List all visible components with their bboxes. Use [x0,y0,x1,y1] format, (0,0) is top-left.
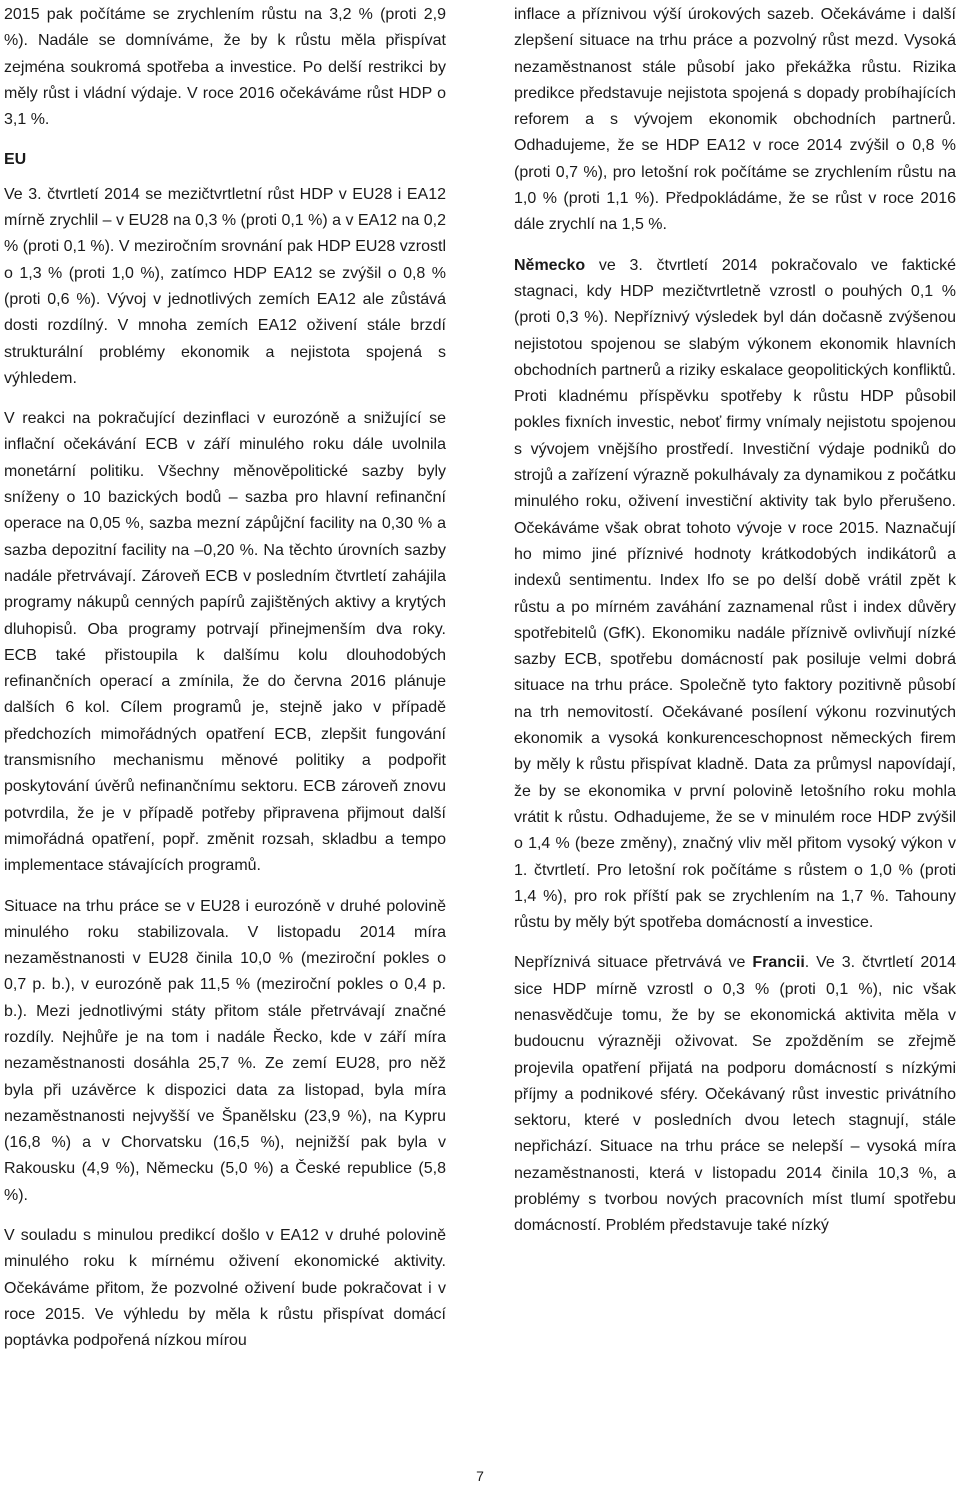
paragraph-germany [514,253,956,937]
paragraph-germany-text: ve 3. čtvrtletí 2014 pokračovalo ve faktické stagnaci, kdy HDP mezičtvrtletně vzrostl o pouhých 0,1 % (proti 0,3 %). Nepříznivý výsledek byl dán dočasně zvýšenou nejistotou spojenou se slabým výkonem ekonomik hlavních obchodních partnerů a riziky eskalace geopolitických konfliktů. Proti kladnému příspěvku spotřeby k růstu HDP působil pokles fixních investic, neboť firmy vnímaly nejistotu spojenou s vývojem vnějšího prostředí. Investiční výdaje podniků do strojů a zařízení výrazně pokulhávaly za dynamikou z počátku minulého roku, oživení investiční aktivity tak bylo přerušeno. Očekáváme však obrat tohoto vývoje v roce 2015. Naznačují ho mimo jiné příznivé hodnoty krátkodobých indikátorů a indexů sentimentu. Index Ifo se po delší době vrátil zpět k růstu a po mírném zaváhání zaznamenal růst i index důvěry spotřebitelů (GfK). Ekonomiku nadále příznivě ovlivňují nízké sazby ECB, spotřebu domácností pak posiluje velmi dobrá situace na trhu práce. Společně tyto faktory pozitivně působí na trh nemovitostí. Očekávané posílení výkonu rozvinutých ekonomik a vysoká konkurenceschopnost německých firem by měly k růstu přispívat kladně. Data za průmysl napovídají, že by se ekonomika v první polovině letošního roku mohla vrátit k růstu. Odhadujeme, že se v minulém roce HDP zvýšil o 1,4 % (beze změny), značný vliv měl přitom vysoký výkon v 1. čtvrtletí. Pro letošní rok počítáme s růstem o 1,0 % (proti 1,4 %), pro rok příští pak se zrychlením na 1,7 %. Tahouny růstu by měly být spotřeba domácností a investice. [514,256,956,932]
paragraph-ea12-outlook: V souladu s minulou predikcí došlo v EA12 v druhé polovině minulého roku k mírnému oživení ekonomické aktivity. Očekáváme přitom, že pozvolné oživení bude pokračovat i v roce 2015. Ve výhledu by měla k růstu přispívat domácí poptávka podpořená nízkou mírou [4,1227,446,1350]
country-france: Francii [752,954,805,972]
paragraph-france-lead: Nepříznivá situace přetrvává ve [514,954,753,972]
page-number: 7 [476,1468,484,1484]
paragraph-france-text: . Ve 3. čtvrtletí 2014 sice HDP mírně vzrostl o 0,3 % (proti 0,1 %), nic však nenasvědčuje tomu, že by se ekonomická aktivita měla v budoucnu výrazněji oživovat. Se zpožděním se zřejmě projevila opatření přijatá na podporu domácností s nízkými příjmy a podnikové sféry. Očekávaný růst investic privátního sektoru, které v posledních dvou letech stagnují, stále nepřichází. Situace na trhu práce se nelepší – vysoká míra nezaměstnanosti, která v listopadu 2014 činila 10,3 %, a problémy s tvorbou nových pracovních míst tlumí spotřebu domácností. Problém představuje také nízký [514,954,956,1235]
paragraph-ea12-continued: inflace a příznivou výší úrokových sazeb. Očekáváme i další zlepšení situace na trhu práce a pozvolný růst mezd. Vysoká nezaměstnanost stále působí jako překážka růstu. Rizika predikce představuje nejistota spojená s dopady probíhajících reforem a s vývojem ekonomik obchodních partnerů. Odhadujeme, že se HDP EA12 v roce 2014 zvýšil o 0,8 % (proti 0,7 %), pro letošní rok počítáme se zrychlením růstu na 1,0 % (proti 1,1 %). Předpokládáme, že se růst v roce 2016 dále zrychlí na 1,5 %. [514,6,956,234]
paragraph-ecb-policy: V reakci na pokračující dezinflaci v eurozóně a snižující se inflační očekávání ECB v září minulého roku dále uvolnila monetární politiku. Všechny měnověpolitické sazby byly sníženy o 10 bazických bodů – sazba pro hlavní refinanční operace na 0,05 %, sazba mezní zápůjční facility na 0,30 % a sazba depozitní facility na –0,20 %. Na těchto úrovních sazby nadále přetrvávají. Zároveň ECB v posledním čtvrtletí zahájila programy nákupů cenných papírů zajištěných aktivy a krytých dluhopisů. Oba programy potrvají přinejmenším dva roky. ECB také přistoupila k dalšímu kolu dlouhodobých refinančních operací a zmínila, že do června 2016 plánuje dalších 6 kol. Cílem programů je, stejně jako v případě předchozích mimořádných opatření ECB, zlepšit fungování transmisního mechanismu měnové politiky a podpořit poskytování úvěrů nefinančnímu sektoru. ECB zároveň znovu potvrdila, že je v případě potřeby připravena přijmout další mimořádná opatření, popř. změnit rozsah, skladbu a tempo implementace stávajících programů. [4,410,446,875]
left-column [4,2,446,1369]
paragraph-france [514,950,956,1239]
section-heading-eu: EU [4,151,27,169]
paragraph-labour-market: Situace na trhu práce se v EU28 i eurozóně v druhé polovině minulého roku stabilizovala. V listopadu 2014 míra nezaměstnanosti v EU28 činila 10,0 % (meziroční pokles o 0,7 p. b.), v eurozóně pak 11,5 % (meziroční pokles o 0,4 p. b.). Mezi jednotlivými státy přitom stále přetrvávají značné rozdíly. Nejhůře je na tom i nadále Řecko, kde v září míra nezaměstnanosti dosáhla 25,7 %. Ze zemí EU28, pro něž byla při uzávěrce k dispozici data za listopad, byla míra nezaměstnanosti nejvyšší ve Španělsku (23,9 %), na Kypru (16,8 %) a v Chorvatsku (16,5 %), nejnižší pak byla v Rakousku (4,9 %), Německu (5,0 %) a České republice (5,8 %). [4,897,446,1204]
right-column [514,2,956,1254]
paragraph-gdp-eu: Ve 3. čtvrtletí 2014 se mezičtvrtletní růst HDP v EU28 i EA12 mírně zrychlil – v EU28 na 0,3 % (proti 0,1 %) a v EA12 na 0,2 % (proti 0,1 %). V meziročním srovnání pak HDP EU28 vzrostl o 1,3 % (proti 1,0 %), zatímco HDP EA12 se zvýšil o 0,8 % (proti 0,6 %). Vývoj v jednotlivých zemích EA12 ale zůstává dosti rozdílný. V mnoha zemích EA12 oživení stále brzdí strukturální problémy ekonomik a nejistota spojená s výhledem. [4,185,446,387]
country-germany: Německo [514,256,586,274]
paragraph-intro: 2015 pak počítáme se zrychlením růstu na 3,2 % (proti 2,9 %). Nadále se domníváme, že by k růstu měla přispívat zejména soukromá spotřeba a investice. Po delší restrikci by měly růst i vládní výdaje. V roce 2016 očekáváme růst HDP o 3,1 %. [4,6,446,129]
